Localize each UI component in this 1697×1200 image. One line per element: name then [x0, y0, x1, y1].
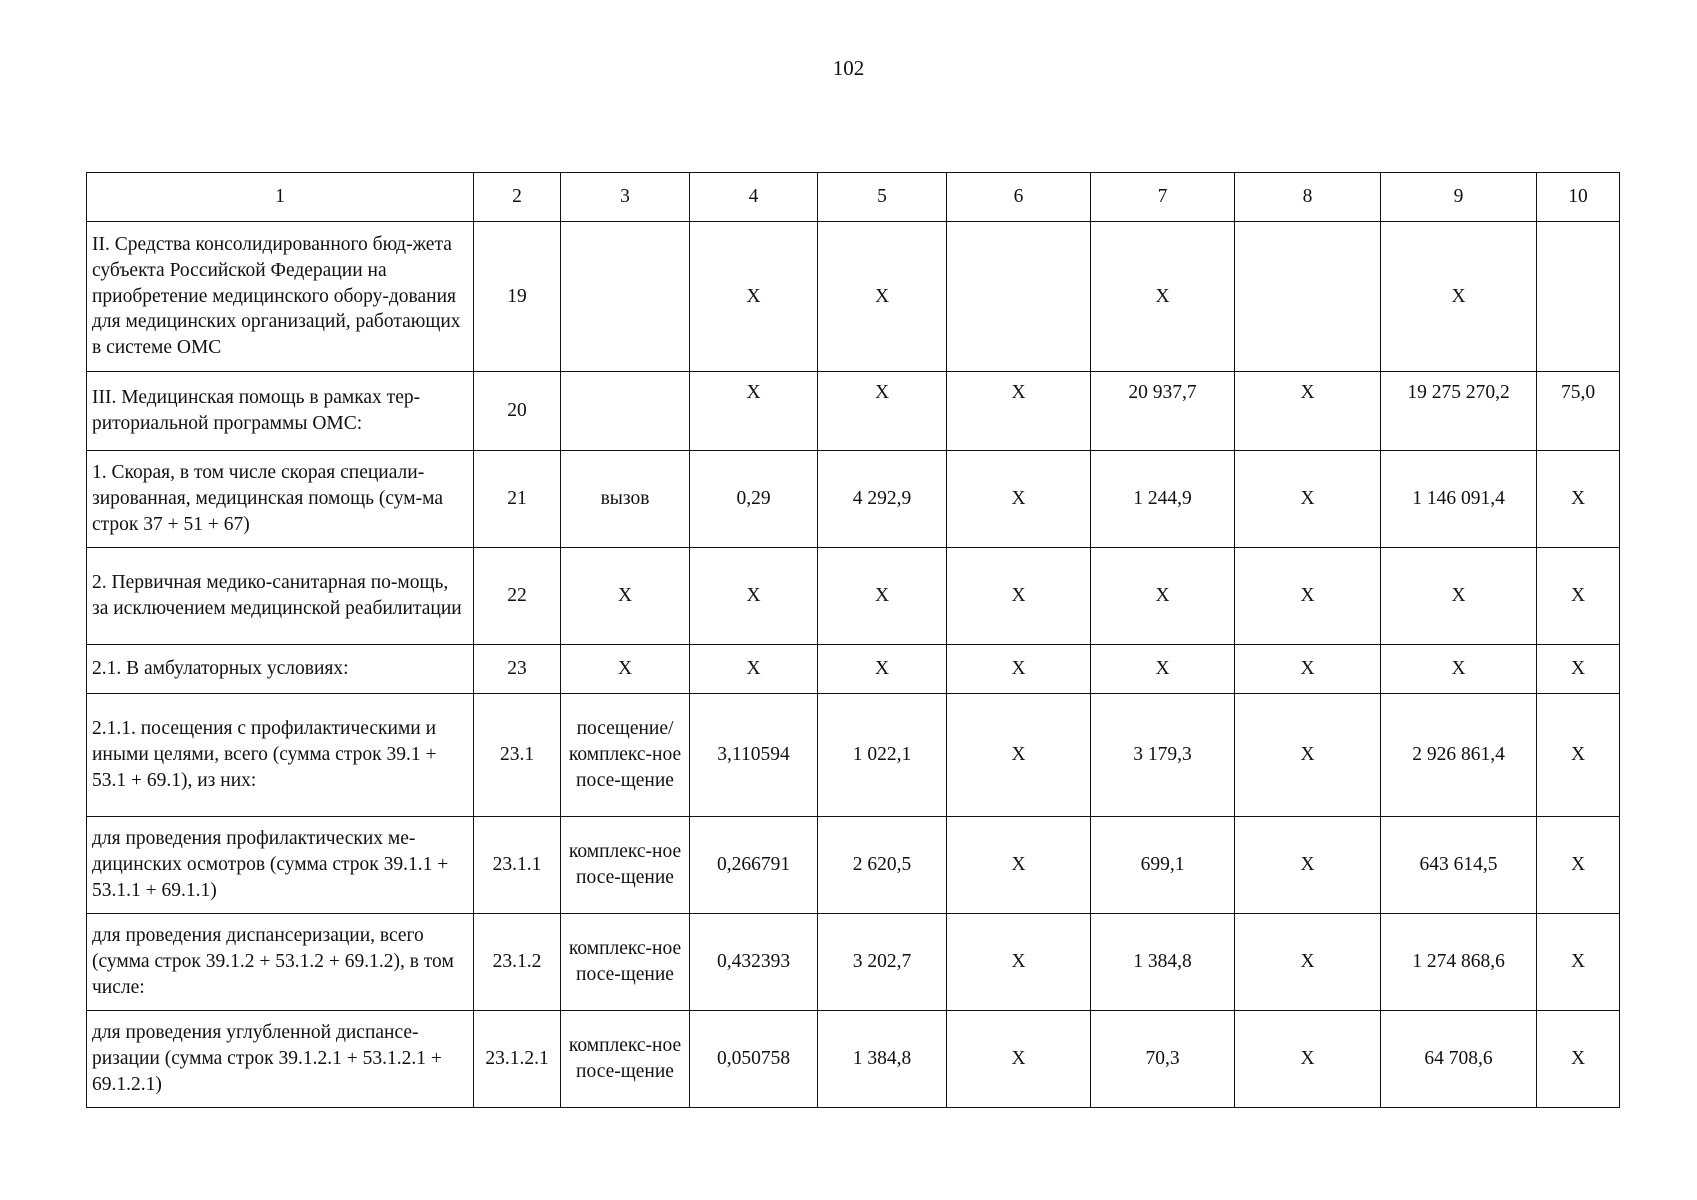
table-cell: X [1235, 645, 1381, 694]
table-cell: X [1235, 548, 1381, 645]
header-cell: 7 [1091, 173, 1235, 222]
table-cell: X [1537, 817, 1620, 914]
header-cell: 9 [1381, 173, 1537, 222]
table-cell: X [947, 914, 1091, 1011]
table-cell: X [1091, 222, 1235, 372]
table-cell: X [947, 548, 1091, 645]
table-cell: X [690, 645, 818, 694]
table-cell: вызов [561, 451, 690, 548]
table-cell: X [1537, 451, 1620, 548]
table-cell: посещение/ комплекс-ное посе-щение [561, 694, 690, 817]
header-cell: 8 [1235, 173, 1381, 222]
table-cell: X [690, 372, 818, 451]
table-cell: 3 179,3 [1091, 694, 1235, 817]
table-cell: 23 [474, 645, 561, 694]
table-cell: X [818, 372, 947, 451]
table-cell [947, 222, 1091, 372]
row-name-cell: 2. Первичная медико-санитарная по-мощь, за исключением медицинской реабилитации [87, 548, 474, 645]
table-cell: X [1091, 548, 1235, 645]
table-cell: комплекс-ное посе-щение [561, 817, 690, 914]
table-cell: 1 274 868,6 [1381, 914, 1537, 1011]
table-cell: X [1537, 694, 1620, 817]
table-cell: комплекс-ное посе-щение [561, 914, 690, 1011]
table-cell: X [1537, 914, 1620, 1011]
row-name-cell: 2.1. В амбулаторных условиях: [87, 645, 474, 694]
table-cell: 0,050758 [690, 1011, 818, 1108]
table-cell: X [818, 222, 947, 372]
table-cell: X [947, 694, 1091, 817]
header-cell: 2 [474, 173, 561, 222]
table-cell: 23.1.1 [474, 817, 561, 914]
table-cell [1235, 222, 1381, 372]
table-row [87, 817, 1620, 914]
table-cell: 643 614,5 [1381, 817, 1537, 914]
table-cell: 1 022,1 [818, 694, 947, 817]
table-cell: X [947, 645, 1091, 694]
table-cell: X [1235, 817, 1381, 914]
table-cell: 3,110594 [690, 694, 818, 817]
table-cell: X [1381, 222, 1537, 372]
row-name-cell: 1. Скорая, в том числе скорая специали-зированная, медицинская помощь (сум-ма строк 37 + 51 + 67) [87, 451, 474, 548]
table-row [87, 548, 1620, 645]
table-cell: 19 275 270,2 [1381, 372, 1537, 451]
table-cell: X [1235, 451, 1381, 548]
header-cell: 3 [561, 173, 690, 222]
table-row [87, 451, 1620, 548]
table-cell: X [1235, 694, 1381, 817]
table-cell: 2 926 861,4 [1381, 694, 1537, 817]
table-cell: 75,0 [1537, 372, 1620, 451]
table-cell: X [690, 222, 818, 372]
table-cell: 20 937,7 [1091, 372, 1235, 451]
table-cell: 0,266791 [690, 817, 818, 914]
header-row [87, 173, 1620, 222]
table-cell: 19 [474, 222, 561, 372]
data-table [86, 172, 1620, 1108]
row-name-cell: II. Средства консолидированного бюд-жета субъекта Российской Федерации на приобретение медицинского обору-дования для медицинских организаций, работающих в системе ОМС [87, 222, 474, 372]
table-cell: 2 620,5 [818, 817, 947, 914]
table-cell: X [947, 451, 1091, 548]
table-row [87, 222, 1620, 372]
header-cell: 4 [690, 173, 818, 222]
table-cell: 1 146 091,4 [1381, 451, 1537, 548]
table-cell: 3 202,7 [818, 914, 947, 1011]
table-cell [1537, 222, 1620, 372]
table-cell: 699,1 [1091, 817, 1235, 914]
table-cell: X [1235, 1011, 1381, 1108]
table-row [87, 694, 1620, 817]
table-cell: X [561, 548, 690, 645]
header-cell: 5 [818, 173, 947, 222]
table-cell: комплекс-ное посе-щение [561, 1011, 690, 1108]
row-name-cell: 2.1.1. посещения с профилактическими и иными целями, всего (сумма строк 39.1 + 53.1 + 69.1), из них: [87, 694, 474, 817]
table-cell: X [1381, 548, 1537, 645]
table-cell: 0,29 [690, 451, 818, 548]
table-cell [561, 222, 690, 372]
table-row [87, 914, 1620, 1011]
table-cell: X [947, 1011, 1091, 1108]
table-cell: X [818, 645, 947, 694]
table-cell: X [1235, 372, 1381, 451]
header-cell: 6 [947, 173, 1091, 222]
table-row [87, 645, 1620, 694]
table-cell: X [818, 548, 947, 645]
table-cell: 4 292,9 [818, 451, 947, 548]
table-cell: X [1537, 548, 1620, 645]
table-cell: X [1235, 914, 1381, 1011]
table-cell [561, 372, 690, 451]
table-cell: 64 708,6 [1381, 1011, 1537, 1108]
table-cell: 22 [474, 548, 561, 645]
table-cell: X [1381, 645, 1537, 694]
table-cell: X [947, 372, 1091, 451]
table-cell: 20 [474, 372, 561, 451]
table-cell: X [561, 645, 690, 694]
row-name-cell: III. Медицинская помощь в рамках тер-риториальной программы ОМС: [87, 372, 474, 451]
table-row [87, 372, 1620, 451]
table-cell: 23.1 [474, 694, 561, 817]
table-cell: X [1537, 1011, 1620, 1108]
table-cell: 70,3 [1091, 1011, 1235, 1108]
table-cell: 21 [474, 451, 561, 548]
table-cell: X [690, 548, 818, 645]
table-cell: X [1091, 645, 1235, 694]
table-cell: 23.1.2 [474, 914, 561, 1011]
table-cell: X [947, 817, 1091, 914]
page-number: 102 [832, 56, 865, 80]
table-cell: 0,432393 [690, 914, 818, 1011]
table-cell: 1 384,8 [818, 1011, 947, 1108]
table-cell: 1 384,8 [1091, 914, 1235, 1011]
table-cell: X [1537, 645, 1620, 694]
header-cell: 1 [87, 173, 474, 222]
row-name-cell: для проведения диспансеризации, всего (сумма строк 39.1.2 + 53.1.2 + 69.1.2), в том числе: [87, 914, 474, 1011]
header-cell: 10 [1537, 173, 1620, 222]
table-cell: 1 244,9 [1091, 451, 1235, 548]
table-cell: 23.1.2.1 [474, 1011, 561, 1108]
row-name-cell: для проведения профилактических ме-дицинских осмотров (сумма строк 39.1.1 + 53.1.1 + 69.1.1) [87, 817, 474, 914]
table-row [87, 1011, 1620, 1108]
row-name-cell: для проведения углубленной диспансе-ризации (сумма строк 39.1.2.1 + 53.1.2.1 + 69.1.2.1) [87, 1011, 474, 1108]
